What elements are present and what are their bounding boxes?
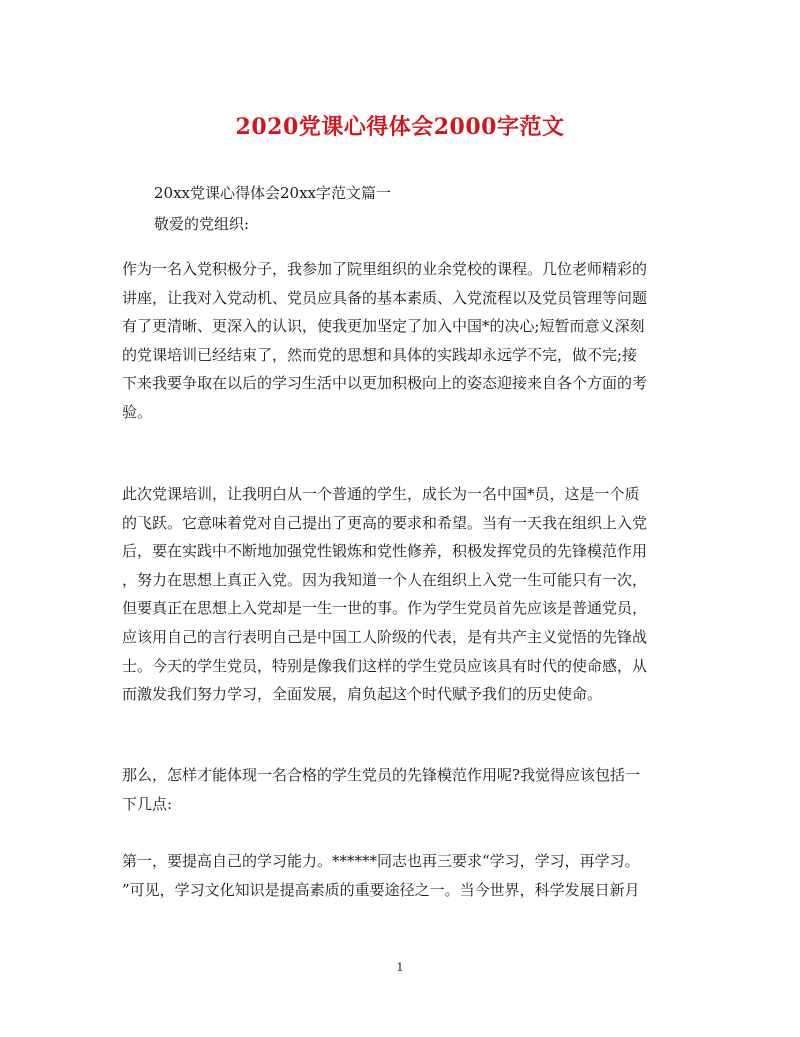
document-title: 2020党课心得体会2000字范文 bbox=[235, 114, 565, 140]
paragraph-line: 第一，要提高自己的学习能力。******同志也再三要求“学习，学习，再学习。 bbox=[122, 852, 640, 870]
paragraph-line: 作为一名入党积极分子，我参加了院里组织的业余党校的课程。几位老师精彩的 bbox=[122, 260, 648, 278]
paragraph-line: 下几点: bbox=[122, 794, 173, 813]
paragraph-line: ，努力在思想上真正入党。因为我知道一个人在组织上入党一生可能只有一次， bbox=[122, 570, 648, 589]
paragraph-line: ”可见，学习文化知识是提高素质的重要途径之一。当今世界，科学发展日新月 bbox=[122, 880, 640, 899]
paragraph-line: 士。今天的学生党员，特别是像我们这样的学生党员应该具有时代的使命感，从 bbox=[122, 656, 648, 675]
paragraph-line: 那么，怎样才能体现一名合格的学生党员的先锋模范作用呢?我觉得应该包括一 bbox=[122, 766, 641, 784]
paragraph-line: 此次党课培训，让我明白从一个普通的学生，成长为一名中国*员，这是一个质 bbox=[122, 485, 640, 503]
paragraph-line: 而激发我们努力学习，全面发展，肩负起这个时代赋予我们的历史使命。 bbox=[122, 685, 603, 704]
paragraph-1 bbox=[122, 255, 682, 427]
paragraph-line: 验。 bbox=[122, 402, 153, 421]
paragraph-line: 的飞跃。它意味着党对自己提出了更高的要求和希望。当有一天我在组织上入党 bbox=[122, 513, 648, 532]
paragraph-line: 下来我要争取在以后的学习生活中以更加积极向上的姿态迎接来自各个方面的考 bbox=[122, 374, 648, 393]
paragraph-4 bbox=[122, 847, 682, 904]
paragraph-line: 后，要在实践中不断地加强党性锻炼和党性修养，积极发挥党员的先锋模范作用 bbox=[122, 542, 648, 561]
paragraph-line: 讲座，让我对入党动机、党员应具备的基本素质、入党流程以及党员管理等问题 bbox=[122, 288, 648, 307]
paragraph-2 bbox=[122, 480, 682, 709]
salutation: 敬爱的党组织: bbox=[154, 215, 250, 233]
paragraph-line: 的党课培训已经结束了，然而党的思想和具体的实践却永远学不完，做不完;接 bbox=[122, 345, 638, 364]
paragraph-line: 但要真正在思想上入党却是一生一世的事。作为学生党员首先应该是普通党员， bbox=[122, 599, 648, 618]
paragraph-line: 有了更清晰、更深入的认识，使我更加坚定了加入中国*的决心;短暂而意义深刻 bbox=[122, 317, 645, 336]
page-number: 1 bbox=[396, 961, 404, 974]
paragraph-3 bbox=[122, 761, 682, 818]
document-subtitle: 20xx党课心得体会20xx字范文篇一 bbox=[154, 184, 392, 202]
paragraph-line: 应该用自己的言行表明自己是中国工人阶级的代表，是有共产主义觉悟的先锋战 bbox=[122, 627, 648, 646]
